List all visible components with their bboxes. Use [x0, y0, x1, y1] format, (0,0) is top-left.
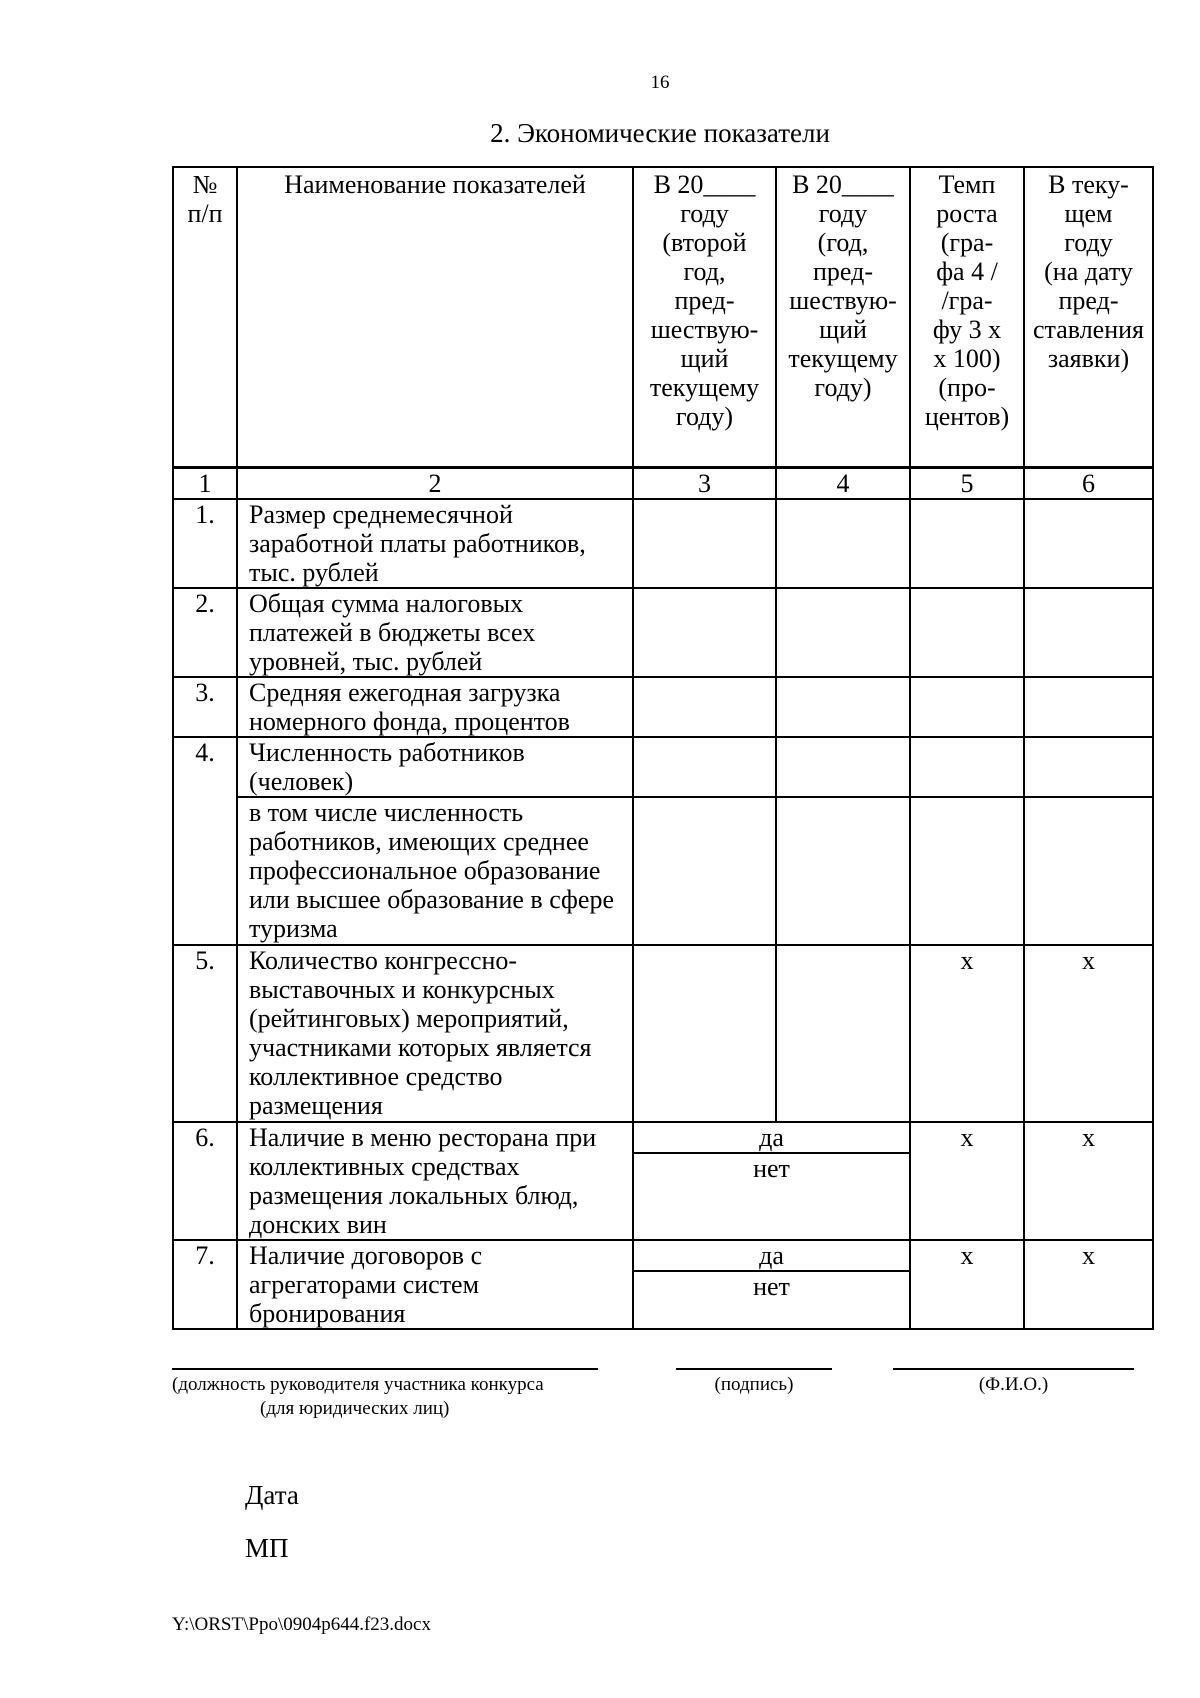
header-number: № п/п	[173, 167, 237, 467]
row-number: 1.	[173, 499, 237, 588]
row-label: Наличие в меню ресторана при коллективных средствах размещения локальных блюд, донских вин	[237, 1122, 633, 1240]
value-cell[interactable]	[910, 588, 1024, 677]
value-cell[interactable]	[633, 499, 776, 588]
file-path: Y:\ORST\Ppo\0904p644.f23.docx	[172, 1614, 431, 1635]
row-label: Численность работников (человек)	[237, 737, 633, 797]
yes-no-cell[interactable]	[633, 1240, 910, 1329]
table-row	[173, 737, 1153, 797]
value-cell[interactable]	[1024, 797, 1153, 945]
growth-cell-x: х	[910, 945, 1024, 1122]
header-growth-rate: Темп роста (гра- фа 4 / /гра- фу 3 х х 100) (про- центов)	[910, 167, 1024, 467]
yes-option[interactable]: да	[634, 1123, 909, 1154]
row-label: Количество конгрессно-выставочных и конкурсных (рейтинговых) мероприятий, участниками которых является коллективное средство размещения	[237, 945, 633, 1122]
table-row	[173, 945, 1153, 1122]
table-body	[172, 467, 1154, 1330]
no-option[interactable]: нет	[753, 1272, 790, 1301]
row-label: Общая сумма налоговых платежей в бюджеты всех уровней, тыс. рублей	[237, 588, 633, 677]
yes-option[interactable]: да	[634, 1241, 909, 1272]
table-header	[172, 166, 1154, 468]
name-caption: (Ф.И.О.)	[978, 1374, 1049, 1395]
column-number: 3	[633, 468, 776, 499]
signature-caption: (подпись)	[714, 1374, 794, 1395]
yes-no-cell[interactable]	[633, 1122, 910, 1240]
position-caption: (должность руководителя участника конкурса (для юридических лиц)	[172, 1374, 544, 1419]
row-number: 7.	[173, 1240, 237, 1329]
header-indicator-name: Наименование показателей	[237, 167, 633, 467]
value-cell[interactable]	[776, 499, 910, 588]
value-cell[interactable]	[910, 797, 1024, 945]
value-cell[interactable]	[776, 737, 910, 797]
signature-line[interactable]	[676, 1368, 832, 1370]
value-cell[interactable]	[1024, 677, 1153, 737]
row-number: 5.	[173, 945, 237, 1122]
header-year-second-prior: В 20____ году (второй год, пред- шествую- щий текущему году)	[633, 167, 776, 467]
value-cell[interactable]	[910, 677, 1024, 737]
table-row	[173, 797, 1153, 945]
row-number: 6.	[173, 1122, 237, 1240]
row-number: 4.	[173, 737, 237, 945]
column-number: 2	[237, 468, 633, 499]
row-label: Наличие договоров с агрегаторами систем бронирования	[237, 1240, 633, 1329]
row-label: в том числе численность работников, имеющих среднее профессиональное образование или высшее образование в сфере туризма	[237, 797, 633, 945]
value-cell[interactable]	[633, 737, 776, 797]
table-row	[173, 499, 1153, 588]
value-cell[interactable]	[1024, 737, 1153, 797]
row-label: Средняя ежегодная загрузка номерного фонда, процентов	[237, 677, 633, 737]
value-cell[interactable]	[1024, 499, 1153, 588]
value-cell[interactable]	[633, 797, 776, 945]
value-cell[interactable]	[1024, 588, 1153, 677]
table-row	[173, 677, 1153, 737]
header-current-year: В теку- щем году (на дату пред- ставления заявки)	[1024, 167, 1153, 467]
column-number: 6	[1024, 468, 1153, 499]
section-title: 2. Экономические показатели	[490, 118, 830, 148]
name-signature-line[interactable]	[893, 1368, 1134, 1370]
header-year-prior: В 20____ году (год, пред- шествую- щий текущему году)	[776, 167, 910, 467]
current-cell-x: х	[1024, 945, 1153, 1122]
stamp-label: МП	[245, 1533, 289, 1563]
table-row	[173, 588, 1153, 677]
value-cell[interactable]	[633, 677, 776, 737]
page-number: 16	[650, 72, 670, 93]
column-number: 5	[910, 468, 1024, 499]
position-signature-line[interactable]	[172, 1368, 598, 1370]
row-number: 2.	[173, 588, 237, 677]
current-cell-x: х	[1024, 1240, 1153, 1329]
column-number: 1	[173, 468, 237, 499]
value-cell[interactable]	[776, 588, 910, 677]
value-cell[interactable]	[633, 945, 776, 1122]
table-row-column-numbers	[173, 468, 1153, 499]
value-cell[interactable]	[776, 945, 910, 1122]
table-row	[173, 1240, 1153, 1329]
row-number: 3.	[173, 677, 237, 737]
date-label: Дата	[245, 1480, 299, 1510]
value-cell[interactable]	[633, 588, 776, 677]
growth-cell-x: х	[910, 1240, 1024, 1329]
current-cell-x: х	[1024, 1122, 1153, 1240]
column-number: 4	[776, 468, 910, 499]
value-cell[interactable]	[910, 499, 1024, 588]
growth-cell-x: х	[910, 1122, 1024, 1240]
no-option[interactable]: нет	[753, 1154, 790, 1183]
table-row	[173, 1122, 1153, 1240]
value-cell[interactable]	[910, 737, 1024, 797]
row-label: Размер среднемесячной заработной платы работников, тыс. рублей	[237, 499, 633, 588]
value-cell[interactable]	[776, 677, 910, 737]
value-cell[interactable]	[776, 797, 910, 945]
